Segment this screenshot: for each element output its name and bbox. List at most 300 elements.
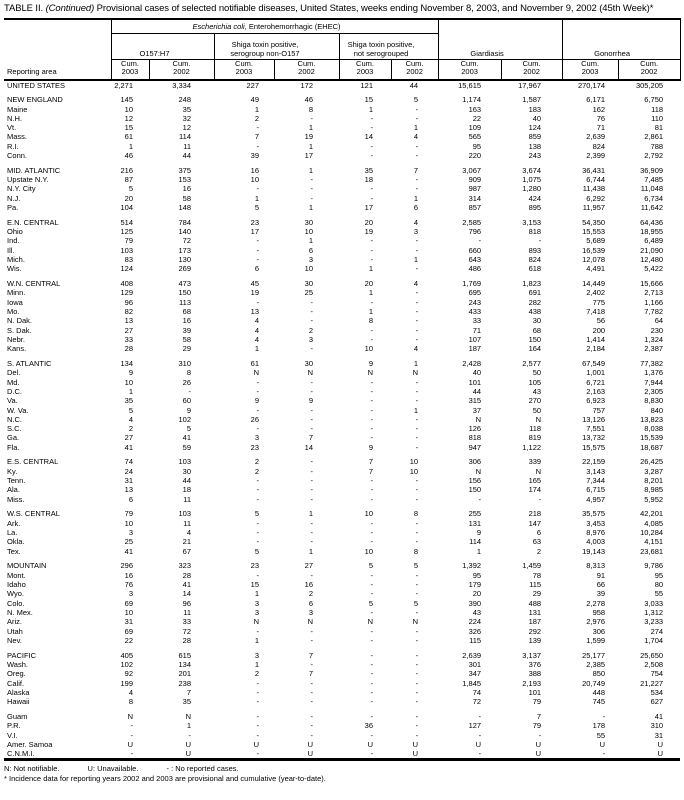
value-cell: - [310, 193, 313, 203]
value-cell: U [535, 749, 542, 759]
value-cell: 824 [592, 141, 606, 151]
value-cell: 76 [596, 113, 606, 123]
table-row [4, 467, 680, 476]
value-cell: 10,284 [640, 528, 664, 538]
value-cell: - [370, 589, 373, 599]
value-cell: 125 [120, 227, 133, 237]
value-cell: 150 [528, 334, 542, 344]
value-cell: 5 [413, 561, 419, 571]
value-cell: 691 [528, 288, 542, 298]
value-cell: 274 [650, 626, 664, 636]
value-cell: 282 [528, 297, 542, 307]
value-cell: 150 [468, 485, 482, 495]
value-cell: 103 [178, 509, 191, 519]
value-cell: 2 [254, 457, 259, 467]
value-cell: 22 [472, 113, 482, 123]
value-cell: 37 [472, 405, 482, 415]
value-cell: 1,587 [522, 95, 542, 105]
table-row [4, 688, 680, 697]
value-cell: 1,122 [522, 442, 542, 452]
value-cell: - [370, 141, 373, 151]
footnote-u: U: Unavailable. [87, 764, 139, 774]
value-cell: - [310, 711, 313, 721]
table-row [4, 255, 680, 264]
table-row [4, 288, 680, 297]
reporting-area-cell: Idaho [7, 580, 26, 590]
value-cell: 1,769 [462, 279, 482, 289]
value-cell: 473 [178, 279, 191, 289]
value-cell: - [415, 485, 419, 495]
reporting-area-cell: Mont. [7, 570, 26, 580]
value-cell: 947 [468, 442, 482, 452]
reporting-area-cell: MOUNTAIN [7, 561, 47, 571]
value-cell: - [415, 334, 419, 344]
value-cell: 101 [468, 377, 482, 387]
value-cell: 14 [182, 589, 191, 599]
header-group-row [4, 19, 680, 33]
value-cell: 20 [364, 217, 373, 227]
reporting-area-cell: Upstate N.Y. [7, 175, 49, 185]
value-cell: U [475, 739, 482, 749]
value-cell: 101 [528, 687, 542, 697]
value-cell: 18,687 [640, 442, 664, 452]
reporting-area-cell: Ohio [7, 227, 23, 237]
value-cell: 22 [124, 635, 133, 645]
value-cell: 22,159 [582, 457, 606, 467]
value-cell: - [415, 650, 419, 660]
value-cell: 54,350 [582, 217, 606, 227]
value-cell: 30 [304, 359, 313, 369]
value-cell: 514 [120, 217, 133, 227]
value-cell: 3 [413, 227, 419, 237]
shiga-not-sero-line1: Shiga toxin positive, [347, 39, 415, 49]
reporting-area-cell: W.S. CENTRAL [7, 509, 60, 519]
value-cell: 59 [182, 442, 191, 452]
value-cell: - [415, 386, 419, 396]
value-cell: - [370, 485, 373, 495]
value-cell: 310 [650, 721, 664, 731]
value-cell: - [310, 113, 313, 123]
value-cell: N [535, 414, 542, 424]
value-cell: 270 [528, 396, 542, 406]
value-cell: 255 [468, 509, 482, 519]
value-cell: 5 [254, 546, 259, 556]
value-cell: 2,193 [522, 678, 542, 688]
value-cell: 4,003 [586, 537, 606, 547]
value-cell: 850 [592, 669, 606, 679]
value-cell: 1 [308, 509, 313, 519]
reporting-area-cell: W. Va. [7, 405, 29, 415]
table-row [4, 528, 680, 537]
reporting-area-cell: Tex. [7, 546, 21, 556]
value-cell: - [538, 236, 542, 246]
value-cell: 20 [472, 589, 482, 599]
value-cell: 7,418 [586, 307, 606, 317]
value-cell: - [310, 476, 313, 486]
value-cell: 2,428 [462, 359, 482, 369]
value-cell: - [370, 255, 373, 265]
value-cell: 627 [650, 697, 664, 707]
table-row [4, 335, 680, 344]
value-cell: U [599, 739, 606, 749]
table-row [4, 547, 680, 556]
reporting-area-cell: Md. [7, 377, 20, 387]
value-cell: 9 [128, 368, 133, 378]
value-cell: - [370, 626, 373, 636]
value-cell: - [310, 457, 313, 467]
value-cell: 7 [186, 687, 191, 697]
footnotes [4, 764, 680, 783]
column-header-cum-2002: Cum. 2002 [274, 59, 339, 80]
value-cell: 103 [120, 245, 133, 255]
shiga-non-o157-line2: serogroup non-O157 [230, 48, 300, 58]
value-cell: - [415, 442, 419, 452]
value-cell: 163 [468, 104, 482, 114]
value-cell: 58 [182, 193, 191, 203]
value-cell: 134 [120, 359, 133, 369]
value-cell: 4 [413, 132, 419, 142]
value-cell: 28 [182, 635, 191, 645]
reporting-area-cell: Hawaii [7, 697, 30, 707]
table-row [4, 218, 680, 227]
value-cell: 69 [124, 626, 133, 636]
value-cell: 11 [183, 141, 191, 151]
column-header-cum-2002: Cum. 2002 [618, 59, 680, 80]
value-cell: - [415, 626, 419, 636]
value-cell: 824 [528, 255, 542, 265]
value-cell: 14 [364, 132, 373, 142]
table-row [4, 227, 680, 236]
value-cell: 2,385 [586, 659, 606, 669]
value-cell: 424 [528, 193, 542, 203]
value-cell: 1 [368, 104, 373, 114]
value-cell: 408 [120, 279, 133, 289]
value-cell: - [370, 123, 373, 133]
value-cell: - [310, 570, 313, 580]
value-cell: 15,539 [640, 433, 664, 443]
value-cell: 2 [308, 589, 313, 599]
value-cell: 5 [413, 95, 419, 105]
value-cell: U [657, 749, 664, 759]
value-cell: 187 [528, 617, 542, 627]
value-cell: - [370, 424, 373, 434]
value-cell: 4,491 [586, 264, 606, 274]
value-cell: 1,823 [522, 279, 542, 289]
value-cell: - [370, 528, 373, 538]
value-cell: 14,449 [582, 279, 606, 289]
reporting-area-cell: W.N. CENTRAL [7, 279, 61, 289]
reporting-area-cell: Conn. [7, 151, 28, 161]
value-cell: - [370, 711, 373, 721]
value-cell: - [256, 518, 259, 528]
value-cell: 9,786 [644, 561, 664, 571]
value-cell: - [310, 184, 313, 194]
value-cell: 19,143 [582, 546, 606, 556]
value-cell: - [310, 697, 313, 707]
value-cell: 79 [532, 697, 542, 707]
value-cell: 1 [413, 193, 419, 203]
value-cell: 15,615 [458, 80, 482, 90]
value-cell: 3,067 [462, 165, 482, 175]
value-cell: 35 [182, 697, 191, 707]
value-cell: 1 [308, 546, 313, 556]
value-cell: 3 [254, 598, 259, 608]
value-cell: 199 [120, 678, 133, 688]
value-cell: - [370, 236, 373, 246]
value-cell: - [415, 580, 419, 590]
value-cell: 71 [472, 325, 482, 335]
reporting-area-cell: MID. ATLANTIC [7, 165, 61, 175]
value-cell: - [370, 414, 373, 424]
value-cell: 12 [124, 113, 133, 123]
reporting-area-cell: N.C. [7, 414, 22, 424]
reporting-area-cell: Oreg. [7, 669, 26, 679]
value-cell: 5 [413, 598, 419, 608]
value-cell: 3 [308, 607, 313, 617]
value-cell: 3,153 [522, 217, 542, 227]
reporting-area-cell: Okla. [7, 537, 25, 547]
value-cell: 35,575 [582, 509, 606, 519]
value-cell: - [370, 334, 373, 344]
value-cell: - [256, 141, 259, 151]
table-row [4, 264, 680, 273]
value-cell: 27 [304, 561, 313, 571]
value-cell: 1,392 [462, 561, 482, 571]
value-cell: - [538, 730, 542, 740]
value-cell: 102 [178, 414, 191, 424]
value-cell: 8,830 [644, 396, 664, 406]
value-cell: 5 [128, 405, 133, 415]
value-cell: 3 [128, 589, 133, 599]
value-cell: - [370, 730, 373, 740]
value-cell: 58 [182, 334, 191, 344]
value-cell: 29 [532, 589, 542, 599]
value-cell: 49 [250, 95, 259, 105]
value-cell: 958 [592, 607, 606, 617]
value-cell: 10 [409, 466, 419, 476]
value-cell: 200 [592, 325, 606, 335]
value-cell: 131 [528, 607, 542, 617]
value-cell: 187 [468, 344, 482, 354]
value-cell: 987 [468, 184, 482, 194]
value-cell: - [415, 476, 419, 486]
value-cell: 31 [124, 476, 133, 486]
value-cell: 248 [178, 95, 191, 105]
reporting-area-cell: Guam [7, 711, 28, 721]
value-cell: 2,271 [114, 80, 133, 90]
value-cell: 131 [468, 518, 482, 528]
value-cell: - [310, 730, 313, 740]
table-row [4, 151, 680, 160]
reporting-area-cell: Mich. [7, 255, 25, 265]
value-cell: 4 [254, 316, 259, 326]
reporting-area-cell: Ind. [7, 236, 20, 246]
value-cell: 31 [124, 617, 133, 627]
value-cell: 3,033 [644, 598, 664, 608]
value-cell: 296 [120, 561, 133, 571]
value-cell: 4,151 [644, 537, 664, 547]
value-cell: - [415, 377, 419, 387]
value-cell: 238 [178, 678, 191, 688]
value-cell: 6 [254, 264, 259, 274]
value-cell: 43 [532, 386, 542, 396]
value-cell: - [370, 697, 373, 707]
table-row [4, 105, 680, 114]
value-cell: 7 [254, 132, 259, 142]
value-cell: 81 [654, 123, 664, 133]
value-cell: 5,689 [586, 236, 606, 246]
reporting-area-cell: Ariz. [7, 617, 22, 627]
value-cell: U [412, 739, 419, 749]
value-cell: 315 [468, 396, 482, 406]
value-cell: 4,957 [586, 494, 606, 504]
value-cell: 43 [472, 607, 482, 617]
value-cell: N [367, 368, 373, 378]
column-header-cum-2003: Cum. 2003 [339, 59, 391, 80]
value-cell: 11 [183, 494, 191, 504]
value-cell: 66 [596, 580, 606, 590]
value-cell: 405 [120, 650, 133, 660]
value-cell: 1 [413, 255, 419, 265]
reporting-area-cell: Iowa [7, 297, 23, 307]
value-cell: 220 [468, 151, 482, 161]
value-cell: - [370, 650, 373, 660]
value-cell: 306 [592, 626, 606, 636]
value-cell: 83 [124, 255, 133, 265]
value-cell: 23 [250, 561, 259, 571]
table-row [4, 660, 680, 669]
value-cell: 2,399 [586, 151, 606, 161]
table-row [4, 114, 680, 123]
value-cell: 55 [596, 730, 606, 740]
reporting-area-cell: Ky. [7, 466, 18, 476]
value-cell: - [256, 626, 259, 636]
value-cell: 4 [128, 687, 133, 697]
column-group-gonorrhea-box [562, 19, 680, 33]
value-cell: 757 [592, 405, 606, 415]
value-cell: 643 [468, 255, 482, 265]
value-cell: 18 [182, 485, 191, 495]
value-cell: - [415, 537, 419, 547]
value-cell: - [256, 476, 259, 486]
value-cell: 565 [468, 132, 482, 142]
value-cell: 67 [182, 546, 191, 556]
shiga-not-sero-line2: not serogrouped [353, 48, 409, 58]
value-cell: 15 [364, 95, 373, 105]
value-cell: - [370, 749, 373, 759]
value-cell: 909 [468, 175, 482, 185]
value-cell: 109 [468, 123, 482, 133]
value-cell: 433 [468, 307, 482, 317]
value-cell: 1 [308, 236, 313, 246]
value-cell: 13,823 [640, 414, 664, 424]
value-cell: 33 [124, 334, 133, 344]
value-cell: N [475, 466, 482, 476]
value-cell: 15 [124, 123, 133, 133]
value-cell: 127 [468, 721, 482, 731]
value-cell: - [538, 494, 542, 504]
value-cell: - [415, 697, 419, 707]
value-cell: - [415, 687, 419, 697]
value-cell: 4 [254, 334, 259, 344]
value-cell: 165 [528, 476, 542, 486]
value-cell: 347 [468, 669, 482, 679]
table-row [4, 344, 680, 353]
value-cell: 2 [254, 466, 259, 476]
value-cell: 3,334 [172, 80, 191, 90]
value-cell: 134 [178, 659, 191, 669]
value-cell: 270,174 [577, 80, 606, 90]
value-cell: 7 [368, 466, 373, 476]
value-cell: 56 [596, 316, 606, 326]
value-cell: 12 [182, 123, 191, 133]
value-cell: 8 [128, 697, 133, 707]
reporting-area-cell: Nebr. [7, 334, 25, 344]
value-cell: N [412, 368, 419, 378]
reporting-area-cell: N. Mex. [7, 607, 33, 617]
value-cell: 39 [182, 325, 191, 335]
table-row [4, 580, 680, 589]
value-cell: N [185, 711, 191, 721]
value-cell: 10 [124, 377, 133, 387]
value-cell: 126 [468, 424, 482, 434]
reporting-area-cell: V.I. [7, 730, 18, 740]
reporting-area-cell: Calif. [7, 678, 25, 688]
value-cell: 5 [368, 598, 373, 608]
table-number: TABLE II. [4, 3, 46, 14]
value-cell: 13 [250, 307, 259, 317]
value-cell: 438 [528, 307, 542, 317]
value-cell: 35 [182, 104, 191, 114]
table-row [4, 236, 680, 245]
table-row [4, 415, 680, 424]
value-cell: 339 [528, 457, 542, 467]
notifiable-diseases-table [4, 18, 681, 761]
value-cell: - [370, 386, 373, 396]
table-row [4, 378, 680, 387]
value-cell: 11,642 [640, 203, 664, 213]
reporting-area-cell: Ark. [7, 518, 21, 528]
value-cell: 7 [413, 165, 419, 175]
value-cell: 50 [532, 405, 542, 415]
value-cell: 6 [308, 598, 313, 608]
value-cell: 41 [182, 580, 191, 590]
header-spacer [4, 19, 111, 33]
value-cell: 7 [308, 650, 313, 660]
value-cell: 2,792 [644, 151, 664, 161]
reporting-area-cell: Minn. [7, 288, 26, 298]
header-subgroup-row [4, 33, 680, 59]
column-header-cum-2002: Cum. 2002 [391, 59, 438, 80]
value-cell: 63 [532, 537, 542, 547]
value-cell: 17 [364, 203, 373, 213]
value-cell: - [415, 528, 419, 538]
value-cell: 7,485 [644, 175, 664, 185]
value-cell: 25,177 [582, 650, 606, 660]
value-cell: 618 [528, 264, 542, 274]
value-cell: 113 [179, 297, 191, 307]
value-cell: 534 [650, 687, 664, 697]
reporting-area-cell: N.Y. City [7, 184, 36, 194]
value-cell: 7,551 [586, 424, 606, 434]
reporting-area-cell: Del. [7, 368, 21, 378]
value-cell: 1,704 [644, 635, 664, 645]
value-cell: 11,048 [640, 184, 664, 194]
value-cell: 448 [592, 687, 606, 697]
value-cell: 3,453 [586, 518, 606, 528]
value-cell: 8 [368, 316, 373, 326]
value-cell: 292 [528, 626, 542, 636]
